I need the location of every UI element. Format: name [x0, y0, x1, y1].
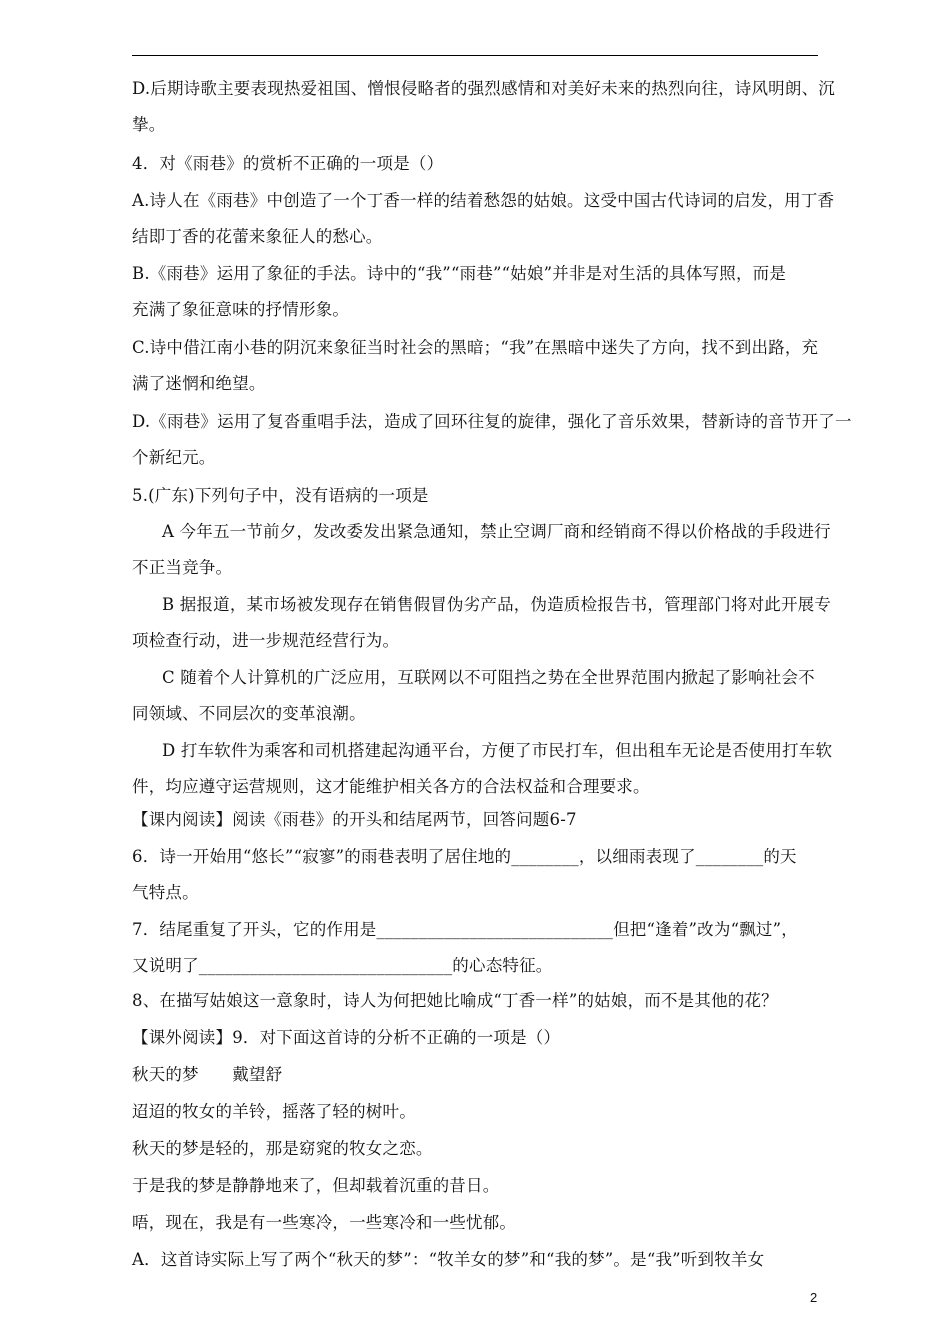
- question-6: 6．诗一开始用“悠长”“寂寥”的雨巷表明了居住地的________，以细雨表现了________的天: [132, 847, 797, 866]
- poem-line: 于是我的梦是静静地来了，但却载着沉重的昔日。: [132, 1176, 500, 1195]
- text-line: 同领域、不同层次的变革浪潮。: [132, 704, 366, 723]
- text-line: 结即丁香的花蕾来象征人的愁心。: [132, 227, 383, 246]
- poem-line: 迢迢的牧女的羊铃，摇落了轻的树叶。: [132, 1102, 416, 1121]
- option-a: A.诗人在《雨巷》中创造了一个丁香一样的结着愁怨的姑娘。这受中国古代诗词的启发，用丁香: [132, 191, 835, 210]
- text-line: 充满了象征意味的抒情形象。: [132, 300, 350, 319]
- question-7: 7．结尾重复了开头，它的作用是____________________________但把“逢着”改为“飘过”，: [132, 920, 798, 939]
- option-c: C.诗中借江南小巷的阴沉来象征当时社会的黑暗；“我”在黑暗中迷失了方向，找不到出路，充: [132, 338, 819, 357]
- text-line: 项检查行动，进一步规范经营行为。: [132, 631, 400, 650]
- poem-line: 秋天的梦是轻的，那是窈窕的牧女之恋。: [132, 1139, 433, 1158]
- option-b: B.《雨巷》运用了象征的手法。诗中的“我”“雨巷”“姑娘”并非是对生活的具体写照，而是: [132, 264, 787, 283]
- text-line: 件，均应遵守运营规则，这才能维护相关各方的合法权益和合理要求。: [132, 777, 650, 796]
- section-heading: 【课内阅读】阅读《雨巷》的开头和结尾两节，回答问题6-7: [132, 810, 577, 829]
- question-4: 4．对《雨巷》的赏析不正确的一项是（）: [132, 154, 444, 173]
- text-line: 挚。: [132, 115, 166, 134]
- option-d: D.《雨巷》运用了复沓重唱手法，造成了回环往复的旋律，强化了音乐效果，替新诗的音节开了一: [132, 412, 852, 431]
- text-line: 气特点。: [132, 883, 199, 902]
- text-line: 又说明了______________________________的心态特征。: [132, 956, 553, 975]
- text-line: 不正当竞争。: [132, 558, 233, 577]
- poem-line: 唔，现在，我是有一些寒冷，一些寒冷和一些忧郁。: [132, 1213, 517, 1232]
- poem-title: 秋天的梦 戴望舒: [132, 1065, 283, 1084]
- option-a: A 今年五一节前夕，发改委发出紧急通知，禁止空调厂商和经销商不得以价格战的手段进行: [162, 522, 831, 541]
- option-b: B 据报道，某市场被发现存在销售假冒伪劣产品，伪造质检报告书，管理部门将对此开展专: [162, 595, 832, 614]
- text-line: 满了迷惘和绝望。: [132, 374, 266, 393]
- question-5: 5.(广东)下列句子中，没有语病的一项是: [132, 486, 429, 505]
- section-heading: 【课外阅读】9．对下面这首诗的分析不正确的一项是（）: [132, 1028, 561, 1047]
- page-number: 2: [810, 1290, 818, 1305]
- option-c: C 随着个人计算机的广泛应用，互联网以不可阻挡之势在全世界范围内掀起了影响社会不: [162, 668, 815, 687]
- text-line: 个新纪元。: [132, 448, 216, 467]
- option-d: D 打车软件为乘客和司机搭建起沟通平台，方便了市民打车，但出租车无论是否使用打车软: [162, 741, 833, 760]
- option-a: A．这首诗实际上写了两个“秋天的梦”：“牧羊女的梦”和“我的梦”。是“我”听到牧羊女: [132, 1250, 765, 1269]
- header-rule: [132, 55, 818, 56]
- question-8: 8、在描写姑娘这一意象时，诗人为何把她比喻成“丁香一样”的姑娘，而不是其他的花？: [132, 991, 778, 1010]
- text-line: D.后期诗歌主要表现热爱祖国、憎恨侵略者的强烈感情和对美好未来的热烈向往，诗风明朗、沉: [132, 79, 835, 98]
